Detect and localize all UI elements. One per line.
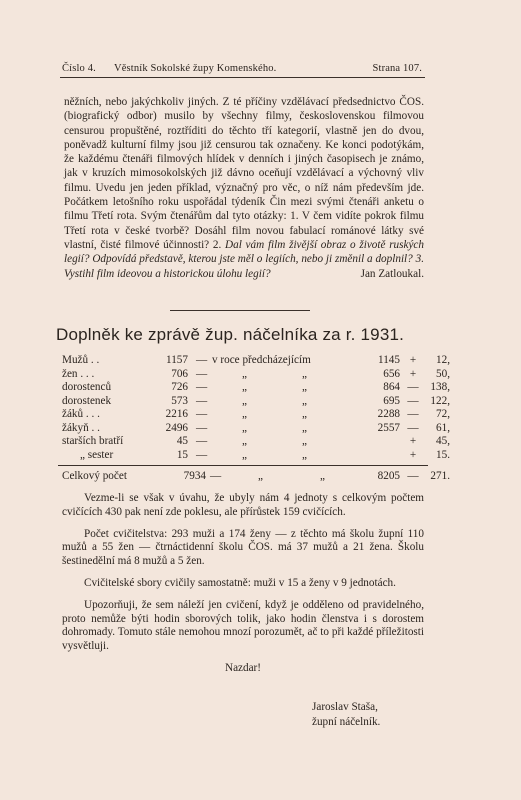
stat-prev: 695 <box>383 394 400 407</box>
stat-sign: — <box>407 381 419 393</box>
stat-label: Mužů . . <box>62 354 100 366</box>
stat-sign: — <box>407 421 419 434</box>
stat-sign: — <box>407 394 419 407</box>
membership-total <box>62 470 450 484</box>
paragraph-instructors: Počet cvičitelstva: 293 muži a 174 ženy — z těchto má školu župní 110 mužů a 55 žen — čtrnáctidenní školu ČOS. má 37 mužů a 21 žena. Školu šestinedělní má 8 mužů a 5 žen. <box>62 527 424 568</box>
header-rule <box>60 77 425 78</box>
signatory-role: župní náčelník. <box>312 716 381 728</box>
stat-diff: 12, <box>436 354 450 366</box>
article-paragraph <box>64 95 424 281</box>
stat-value: 2496 <box>165 421 188 434</box>
stat-row <box>62 354 450 368</box>
total-ditto-1: „ <box>258 470 263 482</box>
stat-label: dorostenců <box>62 381 112 393</box>
stat-label: „ sester <box>80 448 114 461</box>
stat-value: 45 <box>176 435 188 447</box>
stat-label: dorostenek <box>62 394 112 407</box>
stat-row <box>62 381 450 395</box>
stat-diff: 50, <box>436 367 450 380</box>
membership-stats <box>62 354 450 462</box>
stat-row <box>62 408 450 422</box>
section-divider <box>170 310 310 311</box>
article-text: něžních, nebo jakýchkoliv jiných. Z té příčiny vzdělávací předsednictvo ČOS. (biografický odbor) musilo by všechny filmy, československou filmovou censurou propuštěné, roztříditi do těchto tří kategorií, vlastně jen do dvou, poněvadž kulturní filmy jsou již censurou tak označeny. Ke konci podotýkám, že každému čtenáři filmových hlídek v denních i jiných časopisech je známo, jak v kruzích mimosokolských již dávno oceňují vzdělávací a výchovný vliv filmu. Uvedu jen jeden příklad, význačný pro věc, o níž nám především jde. Počátkem letošního roku uspořádal týdeník Čin mezi svými čtenáři anketu o filmu Třetí rota. Svým čtenářům dal tyto otázky: 1. V čem vidíte pokrok filmu Třetí rota v české tvorbě? Dosáhl film novou fabulací románové látky své vlastní, čisté filmové účinnosti? 2. <box>64 96 424 251</box>
stat-dash: — <box>196 408 208 420</box>
total-dash: — <box>210 470 222 482</box>
stat-dash: — <box>196 421 208 434</box>
stat-dash: — <box>196 354 208 366</box>
stat-ditto: „ <box>302 367 307 380</box>
stat-prev: 656 <box>383 367 400 380</box>
stat-row <box>62 448 450 463</box>
stat-ditto: „ <box>242 367 247 380</box>
periodical-title: Věstník Sokolské župy Komenského. <box>114 63 277 74</box>
stat-value: 706 <box>171 367 188 380</box>
stat-ditto: „ <box>302 435 307 447</box>
stat-prev: 1145 <box>378 354 400 366</box>
stat-ditto: „ <box>242 421 247 434</box>
stat-value: 726 <box>171 381 188 393</box>
stat-value: 573 <box>171 394 188 407</box>
stat-value: 2216 <box>165 408 188 420</box>
section-title: Doplněk ke zprávě žup. náčelníka za r. 1931. <box>56 325 405 344</box>
page-number: Strana 107. <box>372 63 422 74</box>
stat-diff: 138, <box>430 381 450 393</box>
stat-prev: 864 <box>383 381 400 393</box>
stat-ditto: „ <box>242 448 247 461</box>
stat-sign: — <box>407 408 419 420</box>
total-label: Celkový počet <box>62 470 127 482</box>
report-body <box>62 492 424 676</box>
signature-block <box>312 700 380 730</box>
stat-prev: 2557 <box>377 421 400 434</box>
stat-dash: — <box>196 367 208 380</box>
stat-sign: + <box>409 354 417 366</box>
stat-label: žen . . . <box>62 367 95 380</box>
total-diff: 271. <box>430 470 450 482</box>
stat-diff: 122, <box>430 394 450 407</box>
stat-sign: + <box>409 448 417 461</box>
stat-label: starších bratří <box>62 435 124 447</box>
stat-value: 1157 <box>166 354 188 366</box>
article-questions: Dal vám film živější obraz o životě ruských legií? Odpovídá představě, kterou jste měl o legiích, nebo ji změnil a doplnil? 3. Vystihl film ideovou a historickou úlohu legií? <box>64 238 424 280</box>
stat-row <box>62 394 450 409</box>
stat-phrase: v roce předcházejícím <box>212 354 311 366</box>
issue-number: Číslo 4. <box>62 63 96 74</box>
stat-diff: 45, <box>436 435 450 447</box>
stat-prev: 2288 <box>377 408 400 420</box>
stat-row <box>62 367 450 382</box>
article-signature: Jan Zatloukal. <box>360 267 424 280</box>
stat-dash: — <box>196 435 208 447</box>
stat-diff: 61, <box>436 421 450 434</box>
total-rule <box>58 465 428 466</box>
stat-ditto: „ <box>242 408 247 420</box>
greeting: Nazdar! <box>224 661 262 674</box>
stat-dash: — <box>196 381 208 393</box>
stat-label: žákyň . . <box>62 421 100 434</box>
total-prev: 8205 <box>377 470 400 482</box>
stat-sign: + <box>409 435 417 447</box>
stat-value: 15 <box>176 448 188 461</box>
total-sign: — <box>407 470 419 482</box>
stat-ditto: „ <box>302 408 307 420</box>
signatory-name: Jaroslav Staša, <box>312 701 378 713</box>
stat-dash: — <box>196 448 208 461</box>
stat-ditto: „ <box>302 381 307 393</box>
total-row <box>62 470 450 484</box>
stat-dash: — <box>196 394 208 407</box>
paragraph-decline: Vezme-li se však v úvahu, že ubyly nám 4 jednoty s celkovým počtem cvičících 430 pak není zde poklesu, ale přírůstek 159 cvičících. <box>62 492 424 518</box>
stat-label: žáků . . . <box>62 408 100 420</box>
paragraph-notice: Upozorňuji, že sem náleží jen cvičení, když je odděleno od pravidelného, proto nemůže býti hodin sborových tolik, jako hodin členstva i s dorostem dohromady. Tomuto stále nemohou mnozí porozumět, ač to při každé příležitosti vysvětluji. <box>62 598 424 653</box>
total-value: 7934 <box>183 470 206 482</box>
paragraph-corps: Cvičitelské sbory cvičily samostatně: muži v 15 a ženy v 9 jednotách. <box>84 576 396 589</box>
stat-ditto: „ <box>302 448 307 461</box>
stat-ditto: „ <box>302 421 307 434</box>
stat-row <box>62 435 450 449</box>
stat-ditto: „ <box>242 394 247 407</box>
total-ditto-2: „ <box>320 470 325 482</box>
stat-diff: 72, <box>436 408 450 420</box>
stat-diff: 15. <box>436 448 450 461</box>
stat-ditto: „ <box>302 394 307 407</box>
stat-sign: + <box>409 367 417 380</box>
stat-row <box>62 421 450 436</box>
stat-ditto: „ <box>242 381 247 393</box>
article-continuation <box>64 95 424 281</box>
stat-ditto: „ <box>242 435 247 447</box>
